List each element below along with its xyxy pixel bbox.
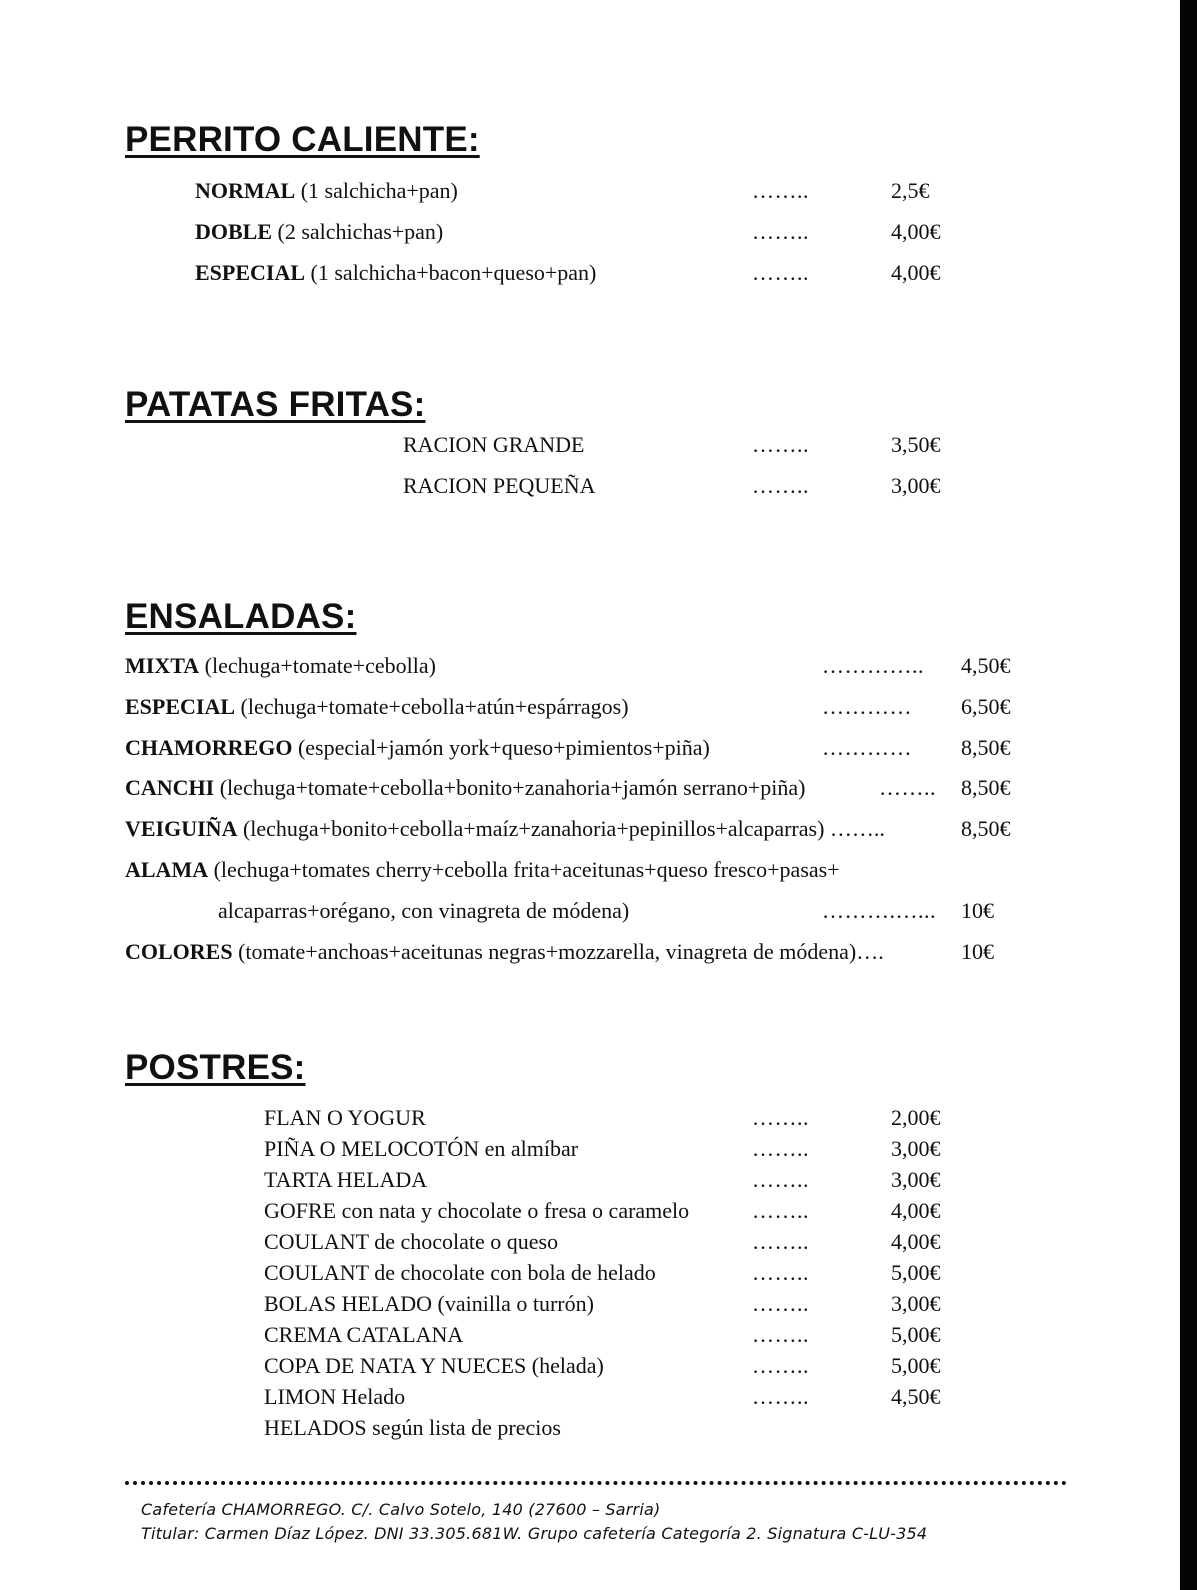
leader-dots: …….. [752, 473, 809, 498]
menu-item-price: 4,00€ [891, 219, 941, 244]
menu-item-name: DOBLE (2 salchichas+pan) [195, 219, 444, 244]
menu-item-name: ESPECIAL (lechuga+tomate+cebolla+atún+espárragos) [125, 694, 629, 719]
menu-item-price: 10€ [961, 898, 994, 923]
section-title-postres: POSTRES: [125, 1048, 306, 1087]
leader-dots: …….. [752, 1229, 809, 1254]
leader-dots: …….. [879, 775, 936, 800]
section-title-perrito: PERRITO CALIENTE: [125, 120, 480, 159]
menu-item-name: ALAMA (lechuga+tomates cherry+cebolla frita+aceitunas+queso fresco+pasas+ [125, 857, 840, 882]
menu-item-name: COLORES (tomate+anchoas+aceitunas negras+mozzarella, vinagreta de módena)…. [125, 939, 884, 964]
menu-item-name: BOLAS HELADO (vainilla o turrón) [264, 1291, 594, 1316]
menu-item-price: 5,00€ [891, 1322, 941, 1347]
leader-dots: …….. [752, 1322, 809, 1347]
menu-item-name: FLAN O YOGUR [264, 1105, 426, 1130]
menu-item-name: COULANT de chocolate con bola de helado [264, 1260, 656, 1285]
leader-dots: ……….…... [822, 898, 936, 923]
leader-dots: …….. [752, 178, 809, 203]
menu-item-price: 4,00€ [891, 1198, 941, 1223]
menu-item-price: 3,00€ [891, 1136, 941, 1161]
menu-item-name: COULANT de chocolate o queso [264, 1229, 559, 1254]
menu-item-price: 8,50€ [961, 816, 1011, 841]
menu-item-name: HELADOS según lista de precios [264, 1415, 561, 1440]
menu-item-price: 4,50€ [961, 653, 1011, 678]
section-title-ensaladas: ENSALADAS: [125, 597, 357, 636]
section-title-patatas: PATATAS FRITAS: [125, 385, 426, 424]
menu-item-name: RACION GRANDE [403, 432, 585, 457]
leader-dots: …….. [752, 260, 809, 285]
menu-item-name: ESPECIAL (1 salchicha+bacon+queso+pan) [195, 260, 597, 285]
menu-item-continuation: alcaparras+orégano, con vinagreta de módena) [218, 898, 630, 923]
menu-item-price: 6,50€ [961, 694, 1011, 719]
menu-item-price: 3,00€ [891, 473, 941, 498]
menu-item-price: 5,00€ [891, 1260, 941, 1285]
leader-dots: …….. [752, 1167, 809, 1192]
menu-item-name: LIMON Helado [264, 1384, 406, 1409]
footer-address: Cafetería CHAMORREGO. C/. Calvo Sotelo, 140 (27600 – Sarria) [141, 1500, 661, 1519]
menu-item-name: GOFRE con nata y chocolate o fresa o caramelo [264, 1198, 690, 1223]
menu-item-price: 8,50€ [961, 735, 1011, 760]
menu-item-name: CHAMORREGO (especial+jamón york+queso+pimientos+piña) [125, 735, 710, 760]
menu-item-price: 4,00€ [891, 260, 941, 285]
leader-dots: ………… [822, 694, 912, 719]
menu-item-price: 2,5€ [891, 178, 930, 203]
menu-item-price: 4,00€ [891, 1229, 941, 1254]
menu-item-price: 3,00€ [891, 1291, 941, 1316]
menu-item-name: COPA DE NATA Y NUECES (helada) [264, 1353, 604, 1378]
leader-dots: …….. [752, 1260, 809, 1285]
leader-dots: ………… [822, 735, 912, 760]
menu-item-price: 3,50€ [891, 432, 941, 457]
menu-item-name: RACION PEQUEÑA [403, 473, 596, 498]
menu-item-name: TARTA HELADA [264, 1167, 428, 1192]
leader-dots: …….. [752, 1353, 809, 1378]
leader-dots: …….. [752, 1291, 809, 1316]
right-edge-bar [1180, 0, 1197, 1590]
menu-item-price: 2,00€ [891, 1105, 941, 1130]
menu-item-price: 3,00€ [891, 1167, 941, 1192]
menu-item-name: MIXTA (lechuga+tomate+cebolla) [125, 653, 436, 678]
leader-dots: …….. [752, 1384, 809, 1409]
menu-item-price: 5,00€ [891, 1353, 941, 1378]
leader-dots: …….. [752, 432, 809, 457]
leader-dots: …….. [752, 1105, 809, 1130]
menu-item-name: CREMA CATALANA [264, 1322, 464, 1347]
leader-dots: ………….. [822, 653, 924, 678]
menu-item-price: 4,50€ [891, 1384, 941, 1409]
leader-dots: …….. [752, 1136, 809, 1161]
leader-dots: …….. [752, 219, 809, 244]
leader-dots: …….. [752, 1198, 809, 1223]
footer-owner-info: Titular: Carmen Díaz López. DNI 33.305.681W. Grupo cafetería Categoría 2. Signatura C-LU-354 [141, 1524, 928, 1543]
menu-item-name: PIÑA O MELOCOTÓN en almíbar [264, 1136, 579, 1161]
menu-item-price: 10€ [961, 939, 994, 964]
menu-item-name: CANCHI (lechuga+tomate+cebolla+bonito+zanahoria+jamón serrano+piña) [125, 775, 806, 800]
menu-item-name: VEIGUIÑA (lechuga+bonito+cebolla+maíz+zanahoria+pepinillos+alcaparras) …….. [125, 816, 885, 841]
menu-item-name: NORMAL (1 salchicha+pan) [195, 178, 458, 203]
footer-separator [125, 1481, 1067, 1485]
menu-item-price: 8,50€ [961, 775, 1011, 800]
